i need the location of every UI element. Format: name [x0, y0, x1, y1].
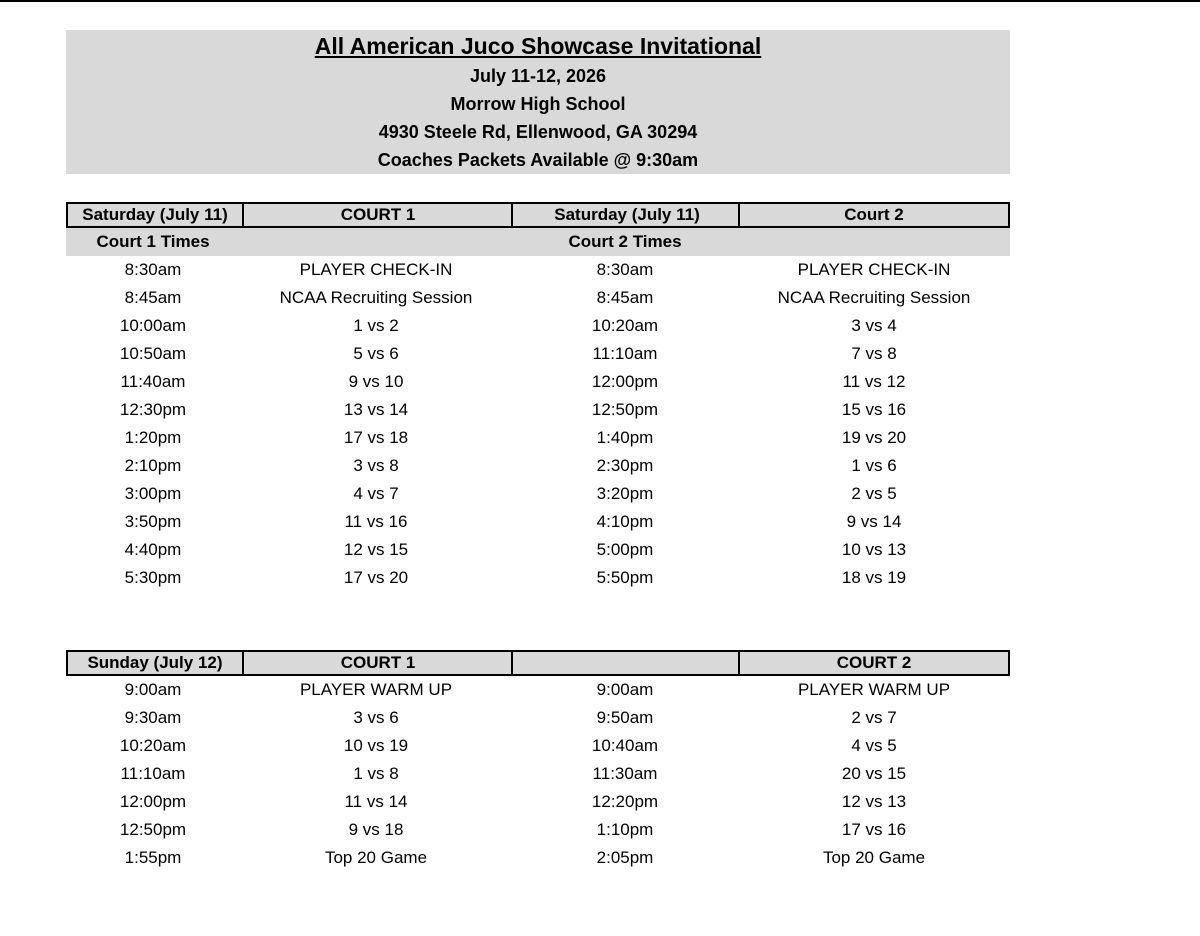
court-1-time: 12:50pm	[119, 820, 187, 839]
court-1-time: 1:20pm	[124, 428, 182, 447]
court-2-event: 11 vs 12	[842, 372, 906, 391]
table-row	[66, 508, 1010, 536]
court-1-event: 17 vs 18	[343, 428, 409, 447]
court-1-time: 8:45am	[124, 288, 182, 307]
court-1-event: 1 vs 8	[353, 764, 399, 783]
sunday-header-court-2: COURT 2	[836, 653, 912, 672]
court-1-time: 3:50pm	[124, 512, 182, 531]
court-1-event: NCAA Recruiting Session	[279, 288, 473, 307]
coaches-note: Coaches Packets Available @ 9:30am	[377, 150, 699, 170]
court-1-event: 3 vs 6	[353, 708, 399, 727]
saturday-rows	[66, 256, 1010, 592]
event-header	[66, 30, 1010, 174]
court-2-event: NCAA Recruiting Session	[777, 288, 971, 307]
table-row	[66, 284, 1010, 312]
court-1-time: 5:30pm	[124, 568, 182, 587]
court-1-event: 11 vs 16	[344, 512, 408, 531]
saturday-subheader-row	[66, 228, 1010, 256]
header-divider	[242, 202, 244, 228]
court-1-time: 10:20am	[119, 736, 187, 755]
court-2-time: 8:30am	[596, 260, 654, 279]
table-row	[66, 396, 1010, 424]
court-1-time: 11:40am	[120, 372, 186, 391]
court-1-time: 1:55pm	[124, 848, 182, 867]
saturday-schedule-table	[66, 202, 1010, 592]
event-title: All American Juco Showcase Invitational	[314, 33, 762, 59]
court-1-event: 10 vs 19	[343, 736, 409, 755]
court-2-event: 4 vs 5	[851, 736, 897, 755]
court-2-time: 12:00pm	[591, 372, 659, 391]
sunday-header-blank	[514, 652, 740, 674]
court-2-event: PLAYER CHECK-IN	[797, 260, 951, 279]
table-row	[66, 256, 1010, 284]
event-venue: Morrow High School	[450, 94, 626, 114]
court-2-event: 1 vs 6	[851, 456, 897, 475]
table-row	[66, 340, 1010, 368]
saturday-header-day-2: Saturday (July 11)	[554, 205, 700, 224]
court-1-time: 3:00pm	[124, 484, 182, 503]
court-2-event: 12 vs 13	[841, 792, 907, 811]
header-divider	[242, 650, 244, 676]
court-2-time: 2:30pm	[596, 456, 654, 475]
event-address: 4930 Steele Rd, Ellenwood, GA 30294	[378, 122, 698, 142]
court-2-event: 7 vs 8	[851, 344, 897, 363]
saturday-header-court-1: COURT 1	[340, 205, 416, 224]
court-2-time: 5:50pm	[596, 568, 654, 587]
court-1-time: 4:40pm	[124, 540, 182, 559]
court-1-event: PLAYER WARM UP	[299, 680, 453, 699]
court-1-event: 5 vs 6	[353, 344, 399, 363]
court-2-time: 11:10am	[592, 344, 658, 363]
court-2-event: Top 20 Game	[822, 848, 926, 867]
court-1-time: 8:30am	[124, 260, 182, 279]
sunday-rows	[66, 676, 1010, 872]
table-row	[66, 312, 1010, 340]
top-border-line	[0, 0, 1200, 2]
court-1-event: 12 vs 15	[343, 540, 409, 559]
court-2-event: 3 vs 4	[851, 316, 897, 335]
table-row	[66, 480, 1010, 508]
court-2-time: 4:10pm	[596, 512, 654, 531]
saturday-header-court-2: Court 2	[844, 205, 904, 224]
court-2-time: 1:40pm	[596, 428, 654, 447]
court-2-event: 2 vs 5	[851, 484, 897, 503]
table-row	[66, 368, 1010, 396]
court-2-time: 8:45am	[596, 288, 654, 307]
court-1-event: 17 vs 20	[343, 568, 409, 587]
court-2-event: 17 vs 16	[841, 820, 907, 839]
court-1-event: Top 20 Game	[324, 848, 428, 867]
event-dates: July 11-12, 2026	[469, 66, 607, 86]
court-1-time: 2:10pm	[124, 456, 182, 475]
court-1-event: 1 vs 2	[353, 316, 399, 335]
court-1-event: PLAYER CHECK-IN	[299, 260, 453, 279]
court-2-time: 12:20pm	[591, 792, 659, 811]
court-2-time: 5:00pm	[596, 540, 654, 559]
court-1-event: 13 vs 14	[343, 400, 409, 419]
court-2-event: 18 vs 19	[841, 568, 907, 587]
table-row	[66, 452, 1010, 480]
sunday-header-court-1: COURT 1	[340, 653, 416, 672]
court-1-time: 12:00pm	[119, 792, 187, 811]
table-row	[66, 676, 1010, 704]
header-divider	[511, 650, 513, 676]
court-2-event: PLAYER WARM UP	[797, 680, 951, 699]
header-divider	[738, 650, 740, 676]
table-row	[66, 816, 1010, 844]
table-row	[66, 536, 1010, 564]
court-2-event: 2 vs 7	[851, 708, 897, 727]
court-1-time: 12:30pm	[119, 400, 187, 419]
court-2-event: 10 vs 13	[841, 540, 907, 559]
table-row	[66, 424, 1010, 452]
court-2-event: 15 vs 16	[841, 400, 907, 419]
header-divider	[738, 202, 740, 228]
court-1-event: 4 vs 7	[353, 484, 399, 503]
court-1-event: 9 vs 10	[348, 372, 404, 391]
table-row	[66, 844, 1010, 872]
table-row	[66, 564, 1010, 592]
court-1-time: 9:30am	[124, 708, 182, 727]
court-2-time: 9:00am	[596, 680, 654, 699]
saturday-header-day-1: Saturday (July 11)	[82, 205, 228, 224]
table-row	[66, 788, 1010, 816]
court-1-time: 10:50am	[119, 344, 187, 363]
court-2-time: 10:40am	[591, 736, 659, 755]
court-1-time: 10:00am	[119, 316, 187, 335]
court-2-times-label: Court 2 Times	[568, 232, 682, 251]
sunday-schedule-table	[66, 650, 1010, 872]
court-1-event: 3 vs 8	[353, 456, 399, 475]
court-1-time: 9:00am	[124, 680, 182, 699]
table-row	[66, 704, 1010, 732]
court-2-event: 20 vs 15	[841, 764, 907, 783]
header-divider	[511, 202, 513, 228]
sunday-header-day: Sunday (July 12)	[87, 653, 223, 672]
court-1-event: 11 vs 14	[344, 792, 408, 811]
court-1-time: 11:10am	[120, 764, 186, 783]
court-2-time: 2:05pm	[596, 848, 654, 867]
court-2-time: 1:10pm	[596, 820, 654, 839]
court-2-event: 9 vs 14	[846, 512, 902, 531]
court-2-time: 11:30am	[592, 764, 658, 783]
table-row	[66, 760, 1010, 788]
court-1-event: 9 vs 18	[348, 820, 404, 839]
court-1-times-label: Court 1 Times	[96, 232, 210, 251]
court-2-time: 9:50am	[596, 708, 654, 727]
court-2-time: 12:50pm	[591, 400, 659, 419]
table-row	[66, 732, 1010, 760]
court-2-event: 19 vs 20	[841, 428, 907, 447]
court-2-time: 3:20pm	[596, 484, 654, 503]
court-2-time: 10:20am	[591, 316, 659, 335]
sunday-header-row	[66, 650, 1010, 676]
saturday-header-row	[66, 202, 1010, 228]
